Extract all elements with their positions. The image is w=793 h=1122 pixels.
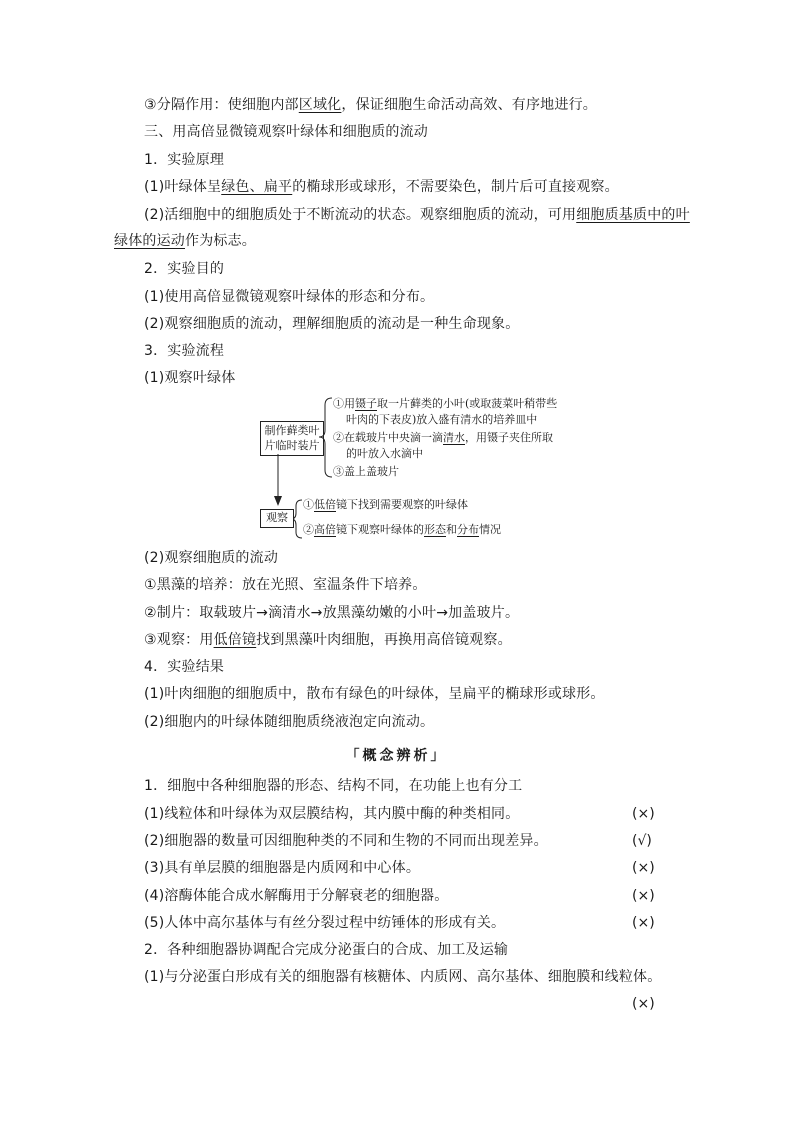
step-2-line2: 的叶放入水滴中 [346,447,423,460]
concept-mark-2-1: (×) [632,996,655,1012]
observe-step-1: ①低倍镜下找到需要观察的叶绿体 [303,498,468,511]
arrow-head [274,496,282,506]
text-observe-chloroplast: (1)观察叶绿体 [144,370,236,386]
concept-item-2-1: (1)与分泌蛋白形成有关的细胞器有核糖体、内质网、高尔基体、细胞膜和线粒体。 [144,969,662,985]
step-3: ③盖上盖玻片 [333,465,399,478]
text-principle-2-line1: (2)活细胞中的细胞质处于不断流动的状态。观察细胞质的流动，可用细胞质基质中的叶 [144,207,690,223]
concept-item-5: (5)人体中高尔基体与有丝分裂过程中纺锤体的形成有关。 [144,915,506,931]
concept-title: 「概念辨析」 [345,748,448,764]
text-purpose-2: (2)观察细胞质的流动，理解细胞质的流动是一种生命现象。 [144,316,520,332]
subheading-principle: 1．实验原理 [144,152,225,168]
text-observe-cytoplasm: (2)观察细胞质的流动 [144,550,279,566]
text-result-1: (1)叶肉细胞的细胞质中，散布有绿色的叶绿体，呈扁平的椭球形或球形。 [144,686,605,702]
brace-steps [319,398,332,477]
concept-item-4: (4)溶酶体能合成水解酶用于分解衰老的细胞器。 [144,888,449,904]
concept-mark-1: (×) [632,806,655,822]
box-make-slide: 制作藓类叶 片临时装片 [260,421,324,456]
concept-item-2: (2)细胞器的数量可因细胞种类的不同和生物的不同而出现差异。 [144,833,548,849]
step-1-line2: 叶肉的下表皮)放入盛有清水的培养皿中 [346,413,538,426]
step-2-line1: ②在载玻片中央滴一滴清水，用镊子夹住所取 [333,431,553,444]
text-observe: ③观察：用低倍镜找到黑藻叶肉细胞，再换用高倍镜观察。 [144,632,512,648]
concept-mark-5: (×) [632,915,655,931]
subheading-results: 4．实验结果 [144,659,225,675]
concept-item-3: (3)具有单层膜的细胞器是内质网和中心体。 [144,860,421,876]
concept-item-1: (1)线粒体和叶绿体为双层膜结构，其内膜中酶的种类相同。 [144,806,520,822]
subheading-procedure: 3．实验流程 [144,343,225,359]
text-result-2: (2)细胞内的叶绿体随细胞质绕液泡定向流动。 [144,714,435,730]
text-culture: ①黑藻的培养：放在光照、室温条件下培养。 [144,577,427,593]
text-separation-function: ③分隔作用：使细胞内部区域化，保证细胞生命活动高效、有序地进行。 [144,97,597,113]
concept-heading-2: 2．各种细胞器协调配合完成分泌蛋白的合成、加工及运输 [144,942,509,958]
concept-mark-3: (×) [632,860,655,876]
text-purpose-1: (1)使用高倍显微镜观察叶绿体的形态和分布。 [144,289,435,305]
text-make-slide: ②制片：取载玻片→滴清水→放黑藻幼嫩的小叶→加盖玻片。 [144,605,520,621]
observe-step-2: ②高倍镜下观察叶绿体的形态和分布情况 [303,523,501,536]
box-observe: 观察 [260,509,294,528]
concept-heading-1: 1．细胞中各种细胞器的形态、结构不同，在功能上也有分工 [144,778,523,794]
subheading-purpose: 2．实验目的 [144,261,225,277]
section-heading: 三、用高倍显微镜观察叶绿体和细胞质的流动 [144,124,428,140]
concept-mark-2: (√) [632,833,652,849]
concept-mark-4: (×) [632,888,655,904]
text-principle-1: (1)叶绿体呈绿色、扁平的椭球形或球形，不需要染色，制片后可直接观察。 [144,179,619,195]
text-principle-2-line2: 绿体的运动作为标志。 [114,233,256,249]
step-1-line1: ①用镊子取一片藓类的小叶(或取菠菜叶稍带些 [333,397,558,410]
